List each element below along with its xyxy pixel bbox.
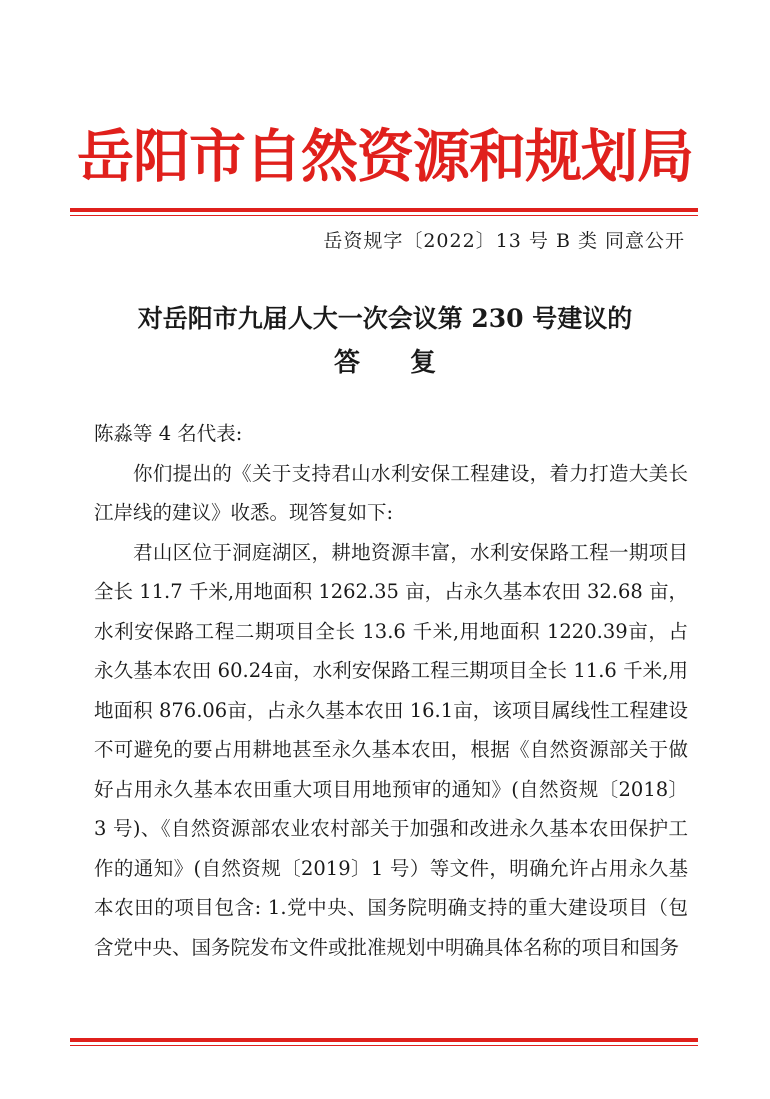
body-paragraph: 你们提出的《关于支持君山水利安保工程建设，着力打造大美长江岸线的建议》收悉。现答复如下: [94,461,688,524]
document-subtitle: 答复 [333,348,486,378]
agency-masthead: 岳阳市自然资源和规划局 [77,124,693,190]
footer-red-divider [70,1038,698,1046]
red-divider-thick-line [70,208,698,212]
body-paragraph: 君山区位于洞庭湖区，耕地资源丰富，水利安保路工程一期项目全长 11.7 千米,用地面积 1262.35 亩，占永久基本农田 32.68 亩，水利安保路工程二期项目全长 13.6 千米,用地面积 1220.39亩，占永久基本农田 60.24亩，水利安保路工程三期项目全长 11.6 千米,用地面积 876.06亩，占永久基本农田 16.1亩，该项目属线性工程建设不可避免的要占用耕地甚至永久基本农田，根据《自然资源部关于做好占用永久基本农田重大项目用地预审的通知》(自然资规〔2018〕3 号)、《自然资源部农业农村部关于加强和改进永久基本农田保护工作的通知》(自然资规〔2019〕1 号）等文件，明确允许占用永久基本农田的项目包含: 1.党中央、国务院明确支持的重大建设项目（包含党中央、国务院发布文件或批准规划中明确具体名称的项目和国务 [94,540,688,959]
red-divider-thin-line [70,215,698,216]
document-body [94,414,688,967]
masthead-red-divider [70,208,698,216]
red-divider-thick-line [70,1038,698,1042]
document-title: 对岳阳市九届人大一次会议第 230 号建议的 [137,304,633,333]
red-divider-thin-line [70,1045,698,1046]
salutation: 陈淼等 4 名代表: [94,422,243,445]
document-number: 岳资规字〔2022〕13 号 B 类 同意公开 [323,230,685,252]
